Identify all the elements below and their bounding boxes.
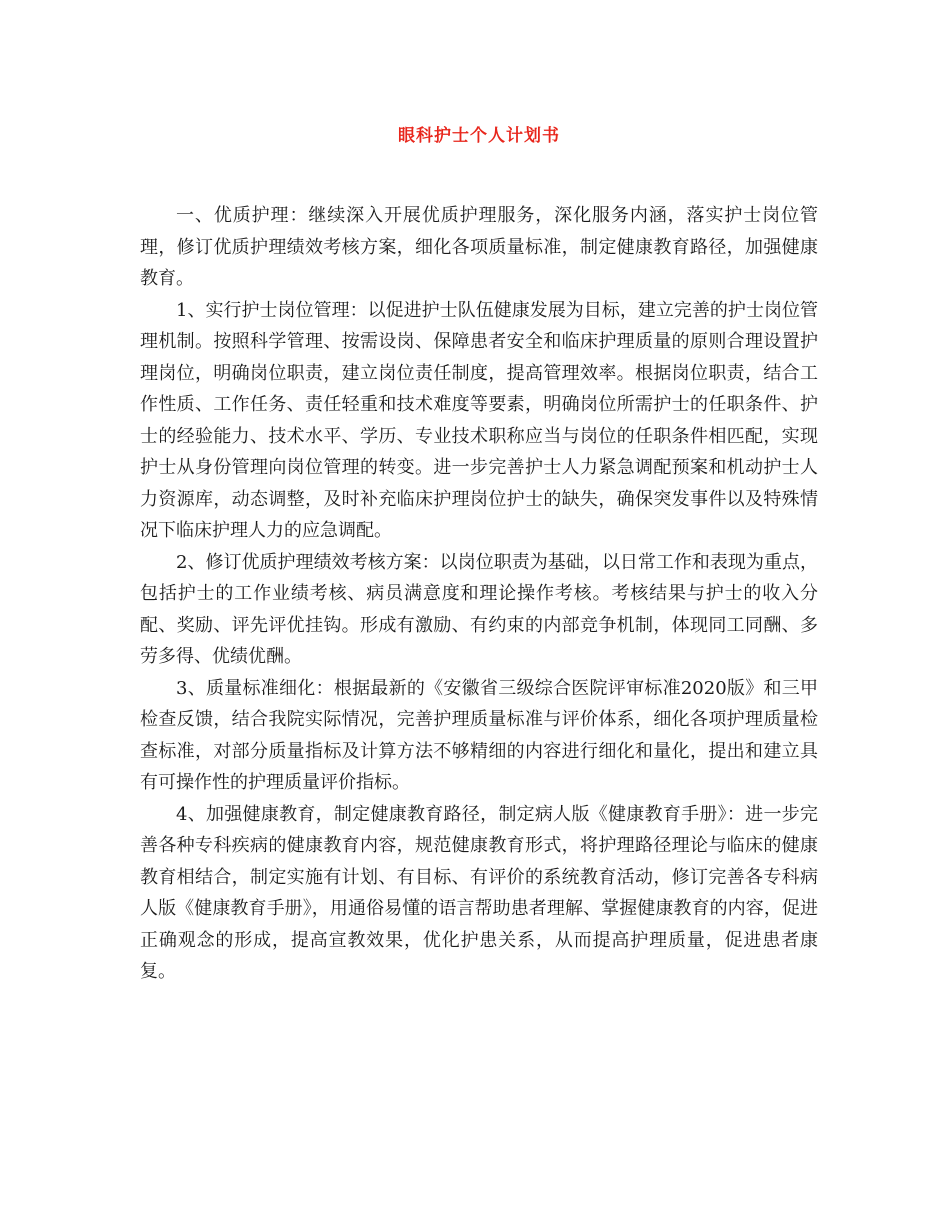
- document-body: [140, 200, 818, 988]
- paragraph-post-management: 1、实行护士岗位管理：以促进护士队伍健康发展为目标，建立完善的护士岗位管理机制。按照科学管理、按需设岗、保障患者安全和临床护理质量的原则合理设置护理岗位，明确岗位职责，建立岗位责任制度，提高管理效率。根据岗位职责，结合工作性质、工作任务、责任轻重和技术难度等要素，明确岗位所需护士的任职条件、护士的经验能力、技术水平、学历、专业技术职称应当与岗位的任职条件相匹配，实现护士从身份管理向岗位管理的转变。进一步完善护士人力紧急调配预案和机动护士人力资源库，动态调整，及时补充临床护理岗位护士的缺失，确保突发事件以及特殊情况下临床护理人力的应急调配。: [140, 299, 818, 541]
- paragraph-quality-care: 一、优质护理：继续深入开展优质护理服务，深化服务内涵，落实护士岗位管理，修订优质护理绩效考核方案，细化各项质量标准，制定健康教育路径，加强健康教育。: [140, 205, 818, 289]
- paragraph-health-education: 4、加强健康教育，制定健康教育路径，制定病人版《健康教育手册》：进一步完善各种专科疾病的健康教育内容，规范健康教育形式，将护理路径理论与临床的健康教育相结合，制定实施有计划、有目标、有评价的系统教育活动，修订完善各专科病人版《健康教育手册》，用通俗易懂的语言帮助患者理解、掌握健康教育的内容，促进正确观念的形成，提高宣教效果，优化护患关系，从而提高护理质量，促进患者康复。: [140, 803, 818, 982]
- paragraph-performance-assessment: 2、修订优质护理绩效考核方案：以岗位职责为基础，以日常工作和表现为重点，包括护士的工作业绩考核、病员满意度和理论操作考核。考核结果与护士的收入分配、奖励、评先评优挂钩。形成有激励、有约束的内部竞争机制，体现同工同酬、多劳多得、优绩优酬。: [140, 551, 818, 667]
- document-title: 眼科护士个人计划书: [398, 126, 560, 146]
- paragraph-quality-standards: 3、质量标准细化：根据最新的《安徽省三级综合医院评审标准2020版》和三甲检查反馈，结合我院实际情况，完善护理质量标准与评价体系，细化各项护理质量检查标准，对部分质量指标及计算方法不够精细的内容进行细化和量化，提出和建立具有可操作性的护理质量评价指标。: [140, 677, 818, 793]
